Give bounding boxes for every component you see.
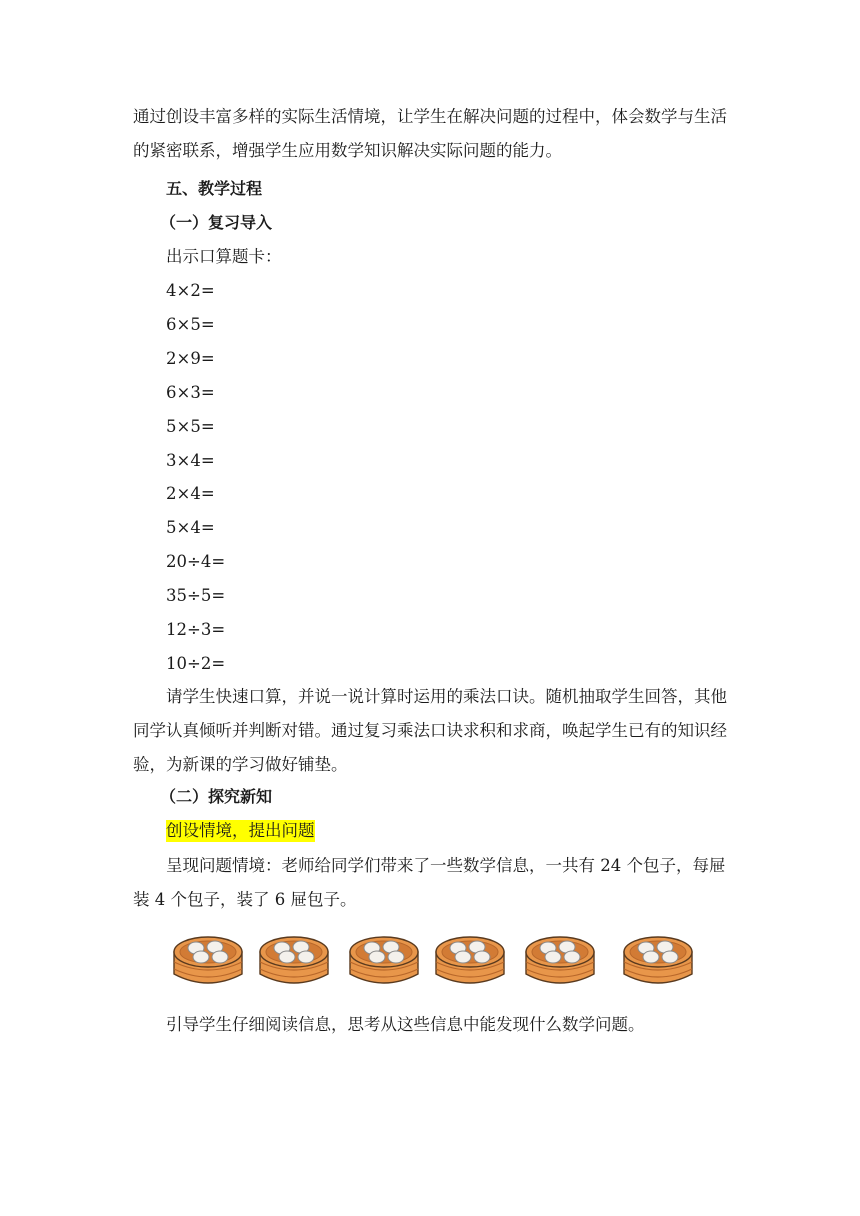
steamer-baskets-illustration	[170, 930, 700, 992]
review-paragraph-text: 请学生快速口算，并说一说计算时运用的乘法口诀。随机抽取学生回答，其他同学认真倾听并判断对错。通过复习乘法口诀求积和求商，唤起学生已有的知识经验，为新课的学习做好铺垫。	[133, 687, 727, 774]
problem-item: 4×2=	[166, 281, 215, 300]
problem-item: 3×4=	[166, 450, 215, 470]
scenario-paragraph-text: 呈现问题情境：老师给同学们带来了一些数学信息，一共有 24 个包子，每屉装 4 个包子，装了 6 屉包子。	[133, 856, 726, 909]
steamer-basket-icon	[256, 930, 332, 992]
steamer-basket-icon	[170, 930, 246, 992]
intro-paragraph: 通过创设丰富多样的实际生活情境，让学生在解决问题的过程中，体会数学与生活的紧密联系，增强学生应用数学知识解决实际问题的能力。	[133, 107, 727, 160]
section-title: 五、教学过程	[166, 179, 263, 198]
problem-item: 6×3=	[166, 382, 215, 402]
steamer-basket-icon	[346, 930, 422, 992]
highlighted-heading: 创设情境，提出问题	[166, 821, 315, 840]
steamer-basket-icon	[522, 930, 598, 992]
problem-item: 35÷5=	[166, 586, 226, 606]
problem-item: 12÷3=	[166, 620, 226, 639]
show-cards-text: 出示口算题卡：	[166, 247, 282, 266]
problem-item: 5×4=	[166, 518, 215, 538]
steamer-basket-icon	[620, 930, 696, 992]
problem-item: 20÷4=	[166, 552, 226, 572]
scenario-paragraph	[133, 849, 731, 917]
problem-item: 2×9=	[166, 348, 215, 368]
problem-item: 10÷2=	[166, 653, 226, 673]
problem-item: 6×5=	[166, 314, 215, 334]
problem-item: 5×5=	[166, 416, 215, 436]
problem-item: 2×4=	[166, 484, 215, 504]
subsection-title-explore: （二）探究新知	[160, 787, 273, 806]
guide-text: 引导学生仔细阅读信息，思考从这些信息中能发现什么数学问题。	[166, 1015, 645, 1034]
subsection-title-review: （一）复习导入	[160, 213, 273, 232]
review-paragraph	[133, 680, 731, 782]
steamer-basket-icon	[432, 930, 508, 992]
